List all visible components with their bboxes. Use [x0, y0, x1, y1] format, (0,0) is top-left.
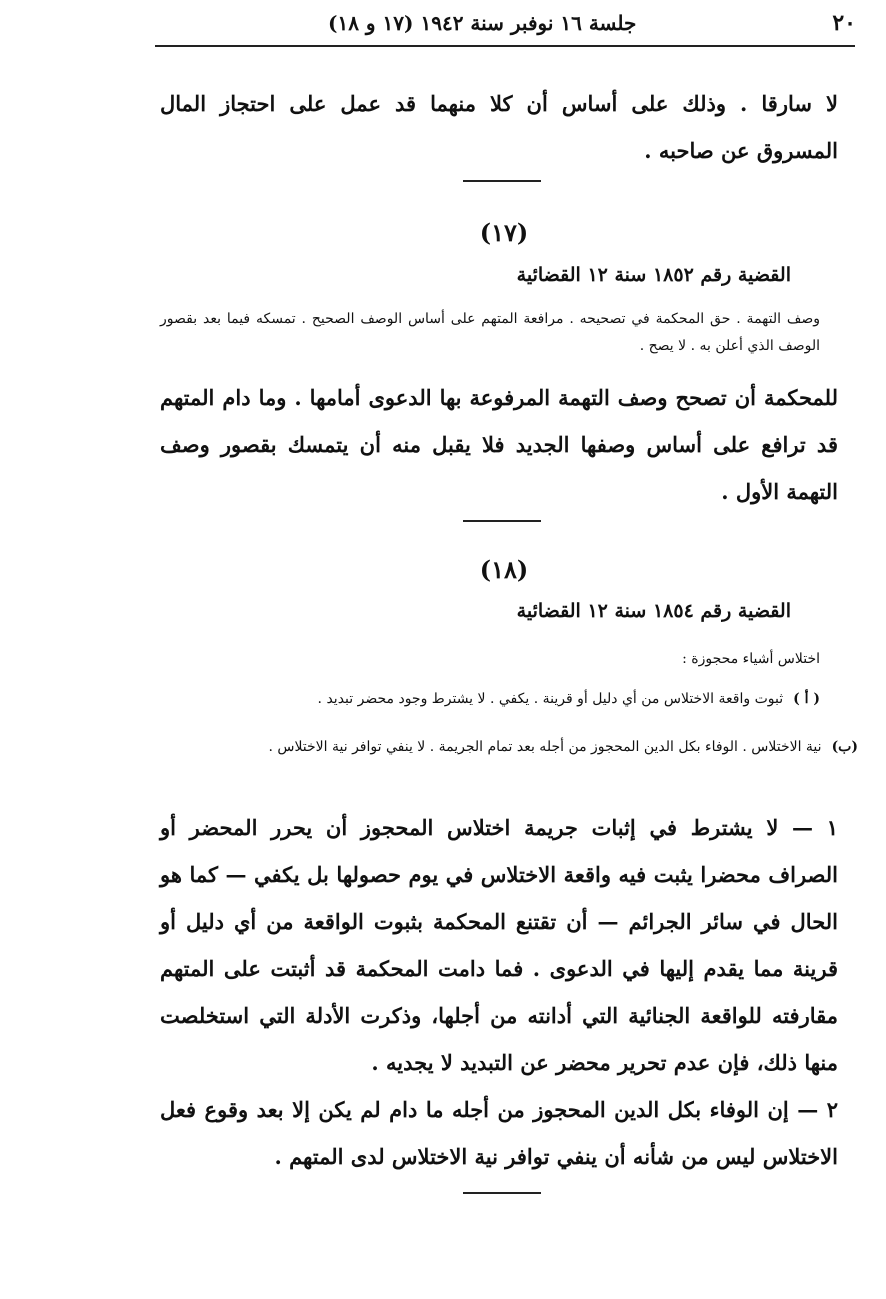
section-divider: [463, 1192, 541, 1194]
legal-point-text: لا يشترط في إثبات جريمة اختلاس المحجوز أن يحرر المحضر أو الصراف محضرا يثبت فيه واقعة الاختلاس في يوم حصولها بل يكفي — كما هو الحال في سائر الجرائم — أن تقتنع المحكمة بثبوت الواقعة من أي دليل أو قرينة مما يقدم إليها في الدعوى . فما دامت المحكمة قد أثبتت على المتهم مقارفته للواقعة الجنائية التي أدانته من أجلها، وذكرت الأدلة التي استخلصت منها ذلك، فإن عدم تحرير محضر عن التبديد لا يجديه .: [160, 815, 838, 1075]
summary-item-text: نية الاختلاس . الوفاء بكل الدين المحجوز من أجله بعد تمام الجريمة . لا ينفي توافر نية الاختلاس .: [268, 739, 822, 755]
section-number-17: (١٧): [479, 218, 529, 247]
legal-point-1: [160, 804, 838, 1086]
summary-item-label: ( أ ): [793, 691, 820, 707]
case-summary-17: وصف التهمة . حق المحكمة في تصحيحه . مرافعة المتهم على أساس الوصف الصحيح . تمسكه فيما بعد بقصور الوصف الذي أعلن به . لا يصح .: [160, 311, 820, 354]
case-title-18: القضية رقم ١٨٥٤ سنة ١٢ القضائية: [516, 600, 791, 622]
intro-paragraph: لا سارقا . وذلك على أساس أن كلا منهما قد عمل على احتجاز المال المسروق عن صاحبه .: [160, 91, 838, 163]
summary-item: [160, 734, 858, 760]
page-header: [168, 6, 856, 40]
summary-item-label: (ب): [831, 739, 858, 755]
case-title-17: القضية رقم ١٨٥٢ سنة ١٢ القضائية: [516, 264, 791, 286]
legal-point-2: [160, 1086, 838, 1180]
page-number: ٢٠: [832, 10, 856, 36]
section-number-18: (١٨): [479, 555, 529, 584]
summary-heading-18: [160, 646, 820, 672]
summary-item-text: ثبوت واقعة الاختلاس من أي دليل أو قرينة . يكفي . لا يشترط وجود محضر تبديد .: [317, 691, 784, 707]
section-divider: [463, 180, 541, 182]
summary-item: [160, 686, 820, 712]
running-header-title: جلسة ١٦ نوفبر سنة ١٩٤٢ (١٧ و ١٨): [328, 11, 637, 35]
legal-point-text: إن الوفاء بكل الدين المحجوز من أجله ما دام لم يكن إلا بعد وقوع فعل الاختلاس ليس من شأنه أن ينفي توافر نية الاختلاس لدى المتهم .: [160, 1097, 838, 1169]
case-body-17: للمحكمة أن تصحح وصف التهمة المرفوعة بها الدعوى أمامها . وما دام المتهم قد ترافع على أساس وصفها الجديد فلا يقبل منه أن يتمسك بقصور وصف التهمة الأول .: [160, 385, 838, 504]
legal-point-label: ١ —: [792, 815, 838, 840]
section-divider: [463, 520, 541, 522]
summary-heading-text: اختلاس أشياء محجوزة :: [682, 651, 820, 667]
header-divider: [155, 45, 855, 47]
legal-point-label: ٢ —: [797, 1097, 839, 1122]
